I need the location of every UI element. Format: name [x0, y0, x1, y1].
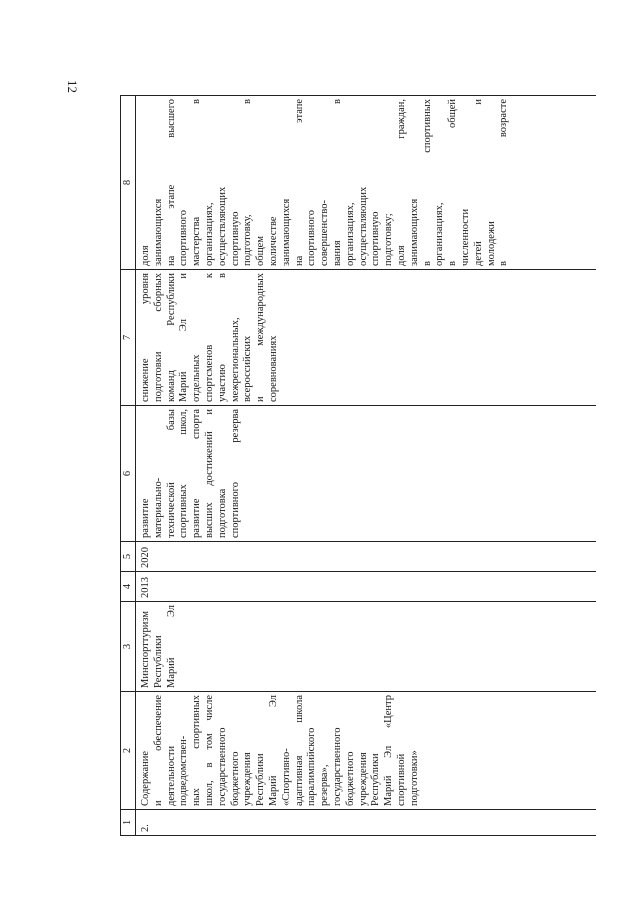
cell-line: осуществляющих: [357, 186, 369, 266]
cell-line: в спортивных: [421, 99, 433, 266]
header-row: [121, 96, 136, 836]
cell-line: развитие спорта: [191, 409, 203, 538]
main-directions: [136, 406, 596, 542]
cell-line: на этапе высшего: [165, 99, 177, 266]
related-indicators: [136, 96, 596, 270]
cell-line: Марий Эл и: [178, 273, 190, 402]
col-header-7: 7: [121, 270, 136, 406]
cell-line: соревнованиях: [267, 335, 279, 402]
cell-line: государственного: [331, 727, 343, 806]
cell-line: спортсменов к: [203, 273, 215, 402]
cell-line: спортивного резерва: [229, 409, 241, 538]
cell-line: количестве: [267, 216, 279, 266]
cell-line: «Спортивно-: [280, 748, 292, 806]
cell-line: и международных: [255, 273, 267, 402]
executor: [136, 602, 596, 692]
cell-line: снижение уровня: [140, 273, 151, 402]
cell-line: организациях,: [434, 202, 446, 266]
cell-line: детей и: [472, 99, 484, 266]
col-header-6: 6: [121, 406, 136, 542]
cell-line: подготовку, в: [242, 99, 254, 266]
cell-line: совершенство-: [319, 200, 331, 266]
cell-line: доля: [140, 245, 151, 266]
cell-line: материально-: [152, 477, 164, 538]
cell-line: молодежи: [485, 221, 497, 266]
cell-line: межрегиональных,: [229, 317, 241, 402]
cell-line: бюджетного: [344, 751, 356, 806]
cell-line: бюджетного: [229, 751, 241, 806]
cell-line: подготовки сборных: [152, 273, 164, 402]
cell-line: Марий Эл: [267, 695, 279, 806]
cell-line: общем: [255, 236, 267, 266]
table-row: [136, 96, 596, 836]
cell-line: организациях,: [203, 202, 215, 266]
non-implementation-consequences: [136, 270, 596, 406]
cell-line: Республики: [370, 753, 382, 806]
page-number: 12: [65, 80, 80, 93]
cell-line: занимающихся: [408, 198, 420, 266]
col-header-8: 8: [121, 96, 136, 270]
cell-line: подготовка: [216, 488, 228, 538]
cell-line: Содержание: [140, 750, 151, 806]
col-header-4: 4: [121, 572, 136, 602]
cell-line: спортивных школ,: [178, 409, 190, 538]
cell-line: Республики: [255, 753, 267, 806]
cell-line: доля граждан,: [395, 99, 407, 266]
cell-line: Минспорттуризм: [140, 610, 151, 688]
cell-line: технической базы: [165, 409, 177, 538]
col-header-2: 2: [121, 692, 136, 810]
cell-line: занимающихся: [280, 198, 292, 266]
cell-line: на этапе: [293, 99, 305, 266]
row-number: 2.: [136, 810, 596, 836]
cell-line: в возрасте: [498, 99, 510, 266]
cell-line: подготовки»: [408, 750, 420, 806]
cell-line: команд Республики: [165, 273, 177, 402]
col-header-3: 3: [121, 602, 136, 692]
cell-line: отдельных: [191, 354, 203, 402]
cell-line: деятельности: [165, 745, 177, 806]
cell-line: осуществляющих: [216, 186, 228, 266]
cell-line: мастерства в: [191, 99, 203, 266]
cell-line: развитие: [140, 498, 151, 538]
cell-line: ных спортивных: [191, 695, 203, 806]
cell-line: занимающихся: [152, 198, 164, 266]
cell-line: и обеспечение: [152, 695, 164, 806]
cell-line: адаптивная школа: [293, 695, 305, 806]
cell-line: государственного: [216, 727, 228, 806]
end-year: 2020: [136, 542, 596, 572]
cell-line: всероссийских: [242, 335, 254, 402]
start-year: 2013: [136, 572, 596, 602]
cell-line: школ, в том числе: [203, 695, 215, 806]
cell-line: численности: [459, 208, 471, 266]
rotated-table-container: [120, 96, 600, 836]
cell-line: Республики: [152, 635, 164, 688]
cell-line: спортивную: [229, 211, 241, 266]
cell-line: подведомствен-: [178, 735, 190, 806]
cell-line: Марий Эл: [165, 605, 177, 688]
cell-line: учреждения: [357, 752, 369, 806]
cell-line: спортивного: [306, 210, 318, 266]
cell-line: подготовку;: [383, 213, 395, 266]
cell-line: резерва»,: [319, 764, 331, 806]
cell-line: организациях,: [344, 202, 356, 266]
col-header-5: 5: [121, 542, 136, 572]
cell-line: спортивного: [178, 210, 190, 266]
cell-line: учреждения: [242, 752, 254, 806]
cell-line: спортивной: [395, 753, 407, 806]
cell-line: участию в: [216, 273, 228, 402]
cell-line: в общей: [447, 99, 459, 266]
cell-line: спортивную: [370, 211, 382, 266]
cell-line: паралимпийского: [306, 727, 318, 806]
program-table: [120, 95, 596, 836]
cell-line: вания в: [331, 99, 343, 266]
cell-line: Марий Эл «Центр: [383, 695, 395, 806]
activity-name: [136, 692, 596, 810]
cell-line: высших достижений и: [203, 409, 215, 538]
col-header-1: 1: [121, 810, 136, 836]
